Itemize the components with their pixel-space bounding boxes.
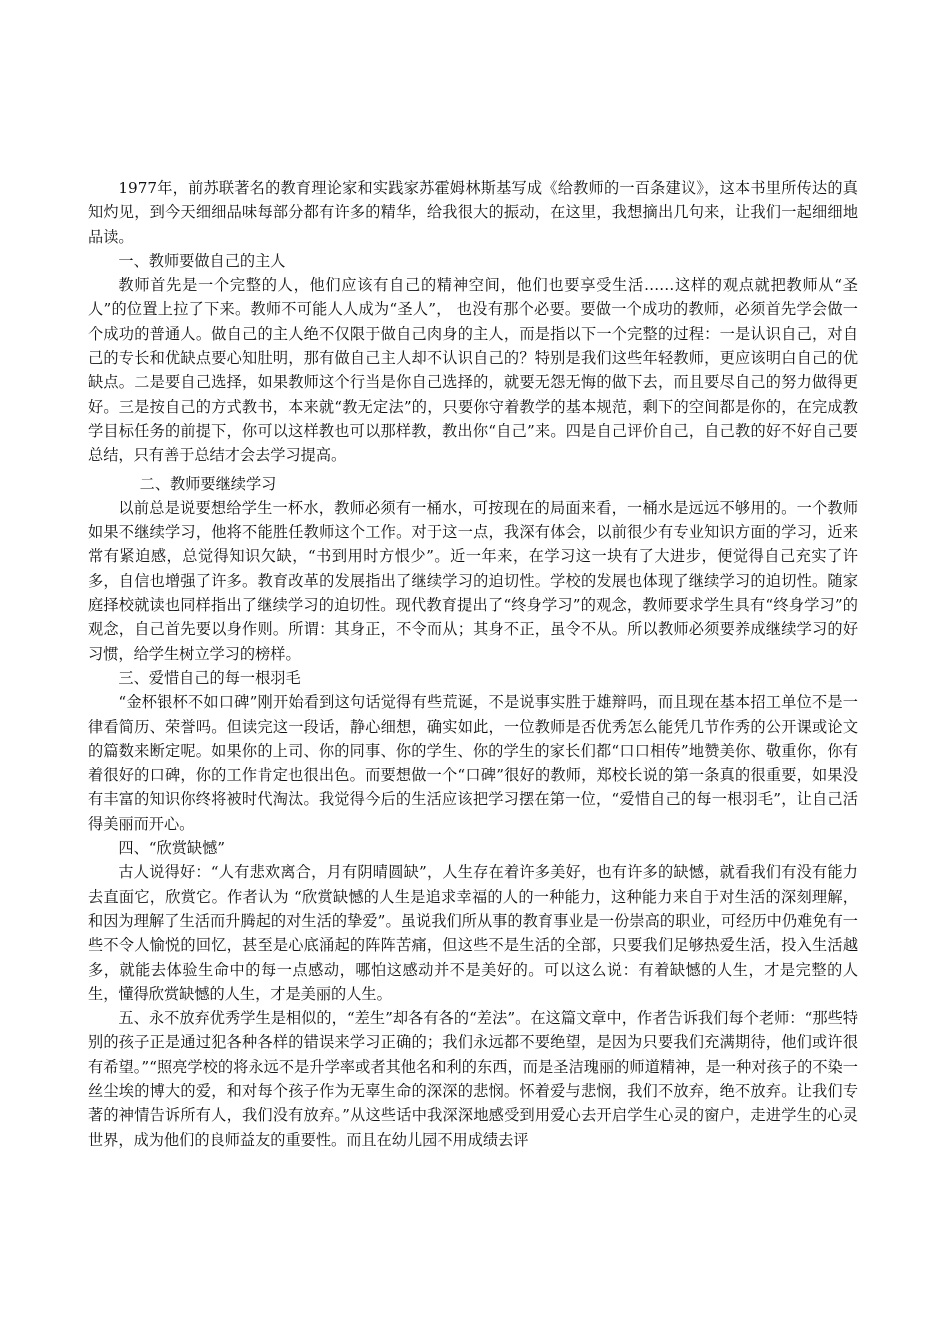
section-1-body: 教师首先是一个完整的人，他们应该有自己的精神空间，他们也要享受生活……这样的观点就把教师从“圣人”的位置上拉了下来。教师不可能人人成为“圣人”， 也没有那个必要。要做一个成功的教师，必须首先学会做一个成功的普通人。做自己的主人绝不仅限于做自己肉身的主人，而是指以下一个完整的过程：一是认识自己，对自己的专长和优缺点要心知肚明，那有做自己主人却不认识自己的？特别是我们这些年轻教师，更应该明白自己的优缺点。二是要自己选择，如果教师这个行当是你自己选择的，就要无怨无悔的做下去，而且要尽自己的努力做得更好。三是按自己的方式教书，本来就“教无定法”的，只要你守着教学的基本规范，剩下的空间都是你的，在完成教学目标任务的前提下，你可以这样教也可以那样教，教出你“自己”来。四是自己评价自己，自己教的好不好自己要总结，只有善于总结才会去学习提高。 [88, 276, 858, 465]
section-3-body: “金杯银杯不如口碑”刚开始看到这句话觉得有些荒诞，不是说事实胜于雄辩吗，而且现在基本招工单位不是一律看简历、荣誉吗。但读完这一段话，静心细想，确实如此，一位教师是否优秀怎么能凭几节作秀的公开课或论文的篇数来断定呢。如果你的上司、你的同事、你的学生、你的学生的家长们都“口口相传”地赞美你、敬重你，你有着很好的口碑，你的工作肯定也很出色。而要想做一个“口碑”很好的教师，郑校长说的第一条真的很重要，如果没有丰富的知识你终将被时代淘汰。我觉得今后的生活应该把学习摆在第一位，“爱惜自己的每一根羽毛”，让自己活得美丽而开心。 [88, 693, 858, 833]
section-4-heading: 四、“欣赏缺憾” [118, 839, 226, 858]
section-1-heading: 一、教师要做自己的主人 [118, 251, 286, 270]
document-page [88, 176, 858, 1152]
section-4-body: 古人说得好：“人有悲欢离合，月有阴晴圆缺”，人生存在着许多美好，也有许多的缺憾，就看我们有没有能力去直面它，欣赏它。作者认为 “欣赏缺憾的人生是追求幸福的人的一种能力，这种能力来自于对生活的深刻理解，和因为理解了生活而升腾起的对生活的挚爱”。虽说我们所从事的教育事业是一份崇高的职业，可经历中仍难免有一些不令人愉悦的回忆，甚至是心底涌起的阵阵苦痛，但这些不是生活的全部，只要我们足够热爱生活，投入生活越多，就能去体验生命中的每一点感动，哪怕这感动并不是美好的。可以这么说：有着缺憾的人生，才是完整的人生，懂得欣赏缺憾的人生，才是美丽的人生。 [88, 863, 858, 1003]
section-5-body: 五、永不放弃优秀学生是相似的，“差生”却各有各的“差法”。在这篇文章中，作者告诉我们每个老师：“那些特别的孩子正是通过犯各种各样的错误来学习正确的；我们永远都不要绝望，是因为只要我们充满期待，他们或许很有希望。”“照亮学校的将永远不是升学率或者其他名和利的东西，而是圣洁瑰丽的师道精神，是一种对孩子的不染一丝尘埃的博大的爱，和对每个孩子作为无辜生命的深深的悲悯。怀着爱与悲悯，我们不放弃，绝不放弃。让我们专著的神情告诉所有人，我们没有放弃。”从这些话中我深深地感受到用爱心去开启学生心灵的窗户，走进学生的心灵世界，成为他们的良师益友的重要性。而且在幼儿园不用成绩去评 [88, 1009, 858, 1149]
section-2-body: 以前总是说要想给学生一杯水，教师必须有一桶水，可按现在的局面来看，一桶水是远远不够用的。一个教师如果不继续学习，他将不能胜任教师这个工作。对于这一点，我深有体会，以前很少有专业知识方面的学习，近来常有紧迫感，总觉得知识欠缺，“书到用时方恨少”。近一年来，在学习这一块有了大进步，便觉得自己充实了许多，自信也增强了许多。教育改革的发展指出了继续学习的迫切性。学校的发展也体现了继续学习的迫切性。随家庭择校就读也同样指出了继续学习的迫切性。现代教育提出了“终身学习”的观念，教师要求学生具有“终身学习”的观念，自己首先要以身作则。所谓：其身正，不令而从；其身不正，虽令不从。所以教师必须要养成继续学习的好习惯，给学生树立学习的榜样。 [88, 498, 858, 663]
intro-paragraph: 1977年，前苏联著名的教育理论家和实践家苏霍姆林斯基写成《给教师的一百条建议》，这本书里所传达的真知灼见，到今天细细品味每部分都有许多的精华，给我很大的振动，在这里，我想摘出几句来，让我们一起细细地品读。 [88, 179, 858, 246]
section-3-heading: 三、爱惜自己的每一根羽毛 [118, 668, 301, 687]
section-2-heading: 二、教师要继续学习 [139, 474, 277, 493]
